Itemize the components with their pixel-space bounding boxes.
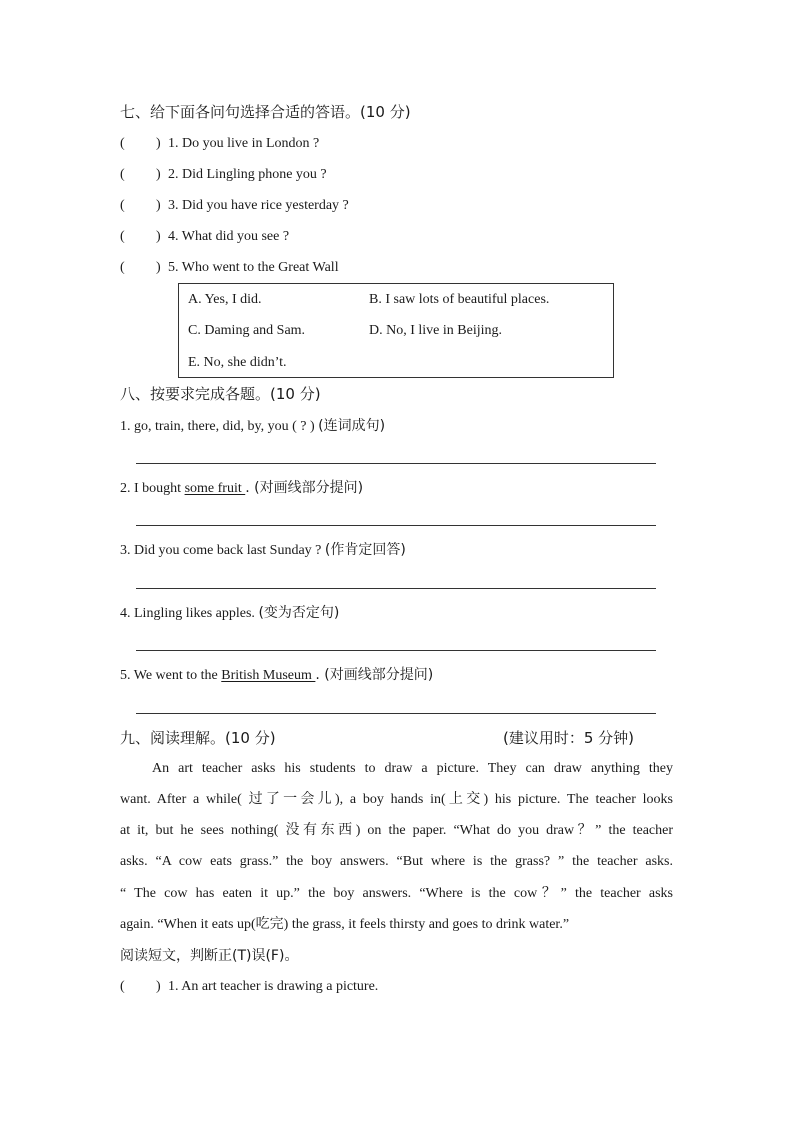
section-8-title: 八、按要求完成各题。(10 分): [120, 385, 321, 403]
paren-open: (: [120, 167, 125, 182]
task-instruction: (连词成句): [318, 418, 386, 434]
task-text: 2. I bought: [120, 481, 185, 496]
passage-line: want. After a while( 过了一会儿), a boy hands in(上交) his picture. The teacher looks: [120, 792, 673, 807]
passage-line: asks. “A cow eats grass.” the boy answers. “But where is the grass? ” the teacher asks.: [120, 854, 673, 869]
paren-close: ): [156, 979, 161, 994]
underlined-part: some fruit: [184, 481, 246, 496]
task-text: 5. We went to the: [120, 668, 222, 683]
task-instruction: . (对画线部分提问): [245, 480, 364, 496]
question-text: 1. Do you live in London ?: [168, 136, 320, 151]
task-instruction: (变为否定句): [258, 605, 340, 621]
question-row: [0, 196, 794, 216]
paren-open: (: [120, 979, 125, 994]
question-text: 3. Did you have rice yesterday ?: [168, 198, 349, 213]
paren-close: ): [156, 198, 161, 213]
task-item: [120, 540, 406, 561]
answer-line[interactable]: [136, 650, 656, 651]
paren-close: ): [156, 260, 161, 275]
section-9-title: 九、阅读理解。(10 分): [120, 729, 276, 747]
statement-text: 1. An art teacher is drawing a picture.: [168, 979, 379, 994]
answer-line[interactable]: [136, 713, 656, 714]
option-e: E. No, she didn’t.: [188, 355, 287, 370]
task-text: 1. go, train, there, did, by, you ( ? ): [120, 419, 319, 434]
paren-open: (: [120, 198, 125, 213]
paren-open: (: [120, 136, 125, 151]
paren-close: ): [156, 136, 161, 151]
task-item: [120, 603, 339, 624]
option-a: A. Yes, I did.: [188, 292, 262, 307]
paren-close: ): [156, 167, 161, 182]
task-item: [120, 416, 385, 437]
task-text: 3. Did you come back last Sunday ?: [120, 543, 325, 558]
option-c: C. Daming and Sam.: [188, 323, 306, 338]
passage-line: at it, but he sees nothing( 没有东西) on the paper. “What do you draw？” the teacher: [120, 823, 673, 838]
question-row: [0, 165, 794, 185]
paren-open: (: [120, 260, 125, 275]
question-row: [0, 134, 794, 154]
statement-row: [0, 977, 794, 997]
passage-line: again. “When it eats up(吃完) the grass, it feels thirsty and goes to drink water.”: [120, 917, 570, 932]
option-b: B. I saw lots of beautiful places.: [369, 292, 550, 307]
option-d: D. No, I live in Beijing.: [369, 323, 502, 338]
task-instruction: (作肯定回答): [324, 542, 406, 558]
section-7-title: 七、给下面各问句选择合适的答语。(10 分): [120, 103, 411, 121]
reading-instruction: 阅读短文，判断正(T)误(F)。: [120, 948, 299, 964]
underlined-part: British Museum: [221, 668, 316, 683]
paren-close: ): [156, 229, 161, 244]
question-text: 5. Who went to the Great Wall: [168, 260, 339, 275]
answer-line[interactable]: [136, 588, 656, 589]
passage-line: “ The cow has eaten it up.” the boy answers. “Where is the cow？” the teacher asks: [120, 886, 673, 901]
suggested-time: (建议用时：5 分钟): [503, 729, 635, 747]
answer-line[interactable]: [136, 525, 656, 526]
task-text: 4. Lingling likes apples.: [120, 606, 259, 621]
paren-open: (: [120, 229, 125, 244]
answer-line[interactable]: [136, 463, 656, 464]
answer-options-box: [178, 283, 614, 378]
question-row: [0, 258, 794, 278]
task-item: [120, 478, 363, 499]
question-text: 4. What did you see ?: [168, 229, 290, 244]
passage-line: An art teacher asks his students to draw a picture. They can draw anything they: [152, 761, 673, 776]
question-text: 2. Did Lingling phone you ?: [168, 167, 327, 182]
task-instruction: . (对画线部分提问): [315, 667, 434, 683]
question-row: [0, 227, 794, 247]
task-item: [120, 665, 433, 686]
